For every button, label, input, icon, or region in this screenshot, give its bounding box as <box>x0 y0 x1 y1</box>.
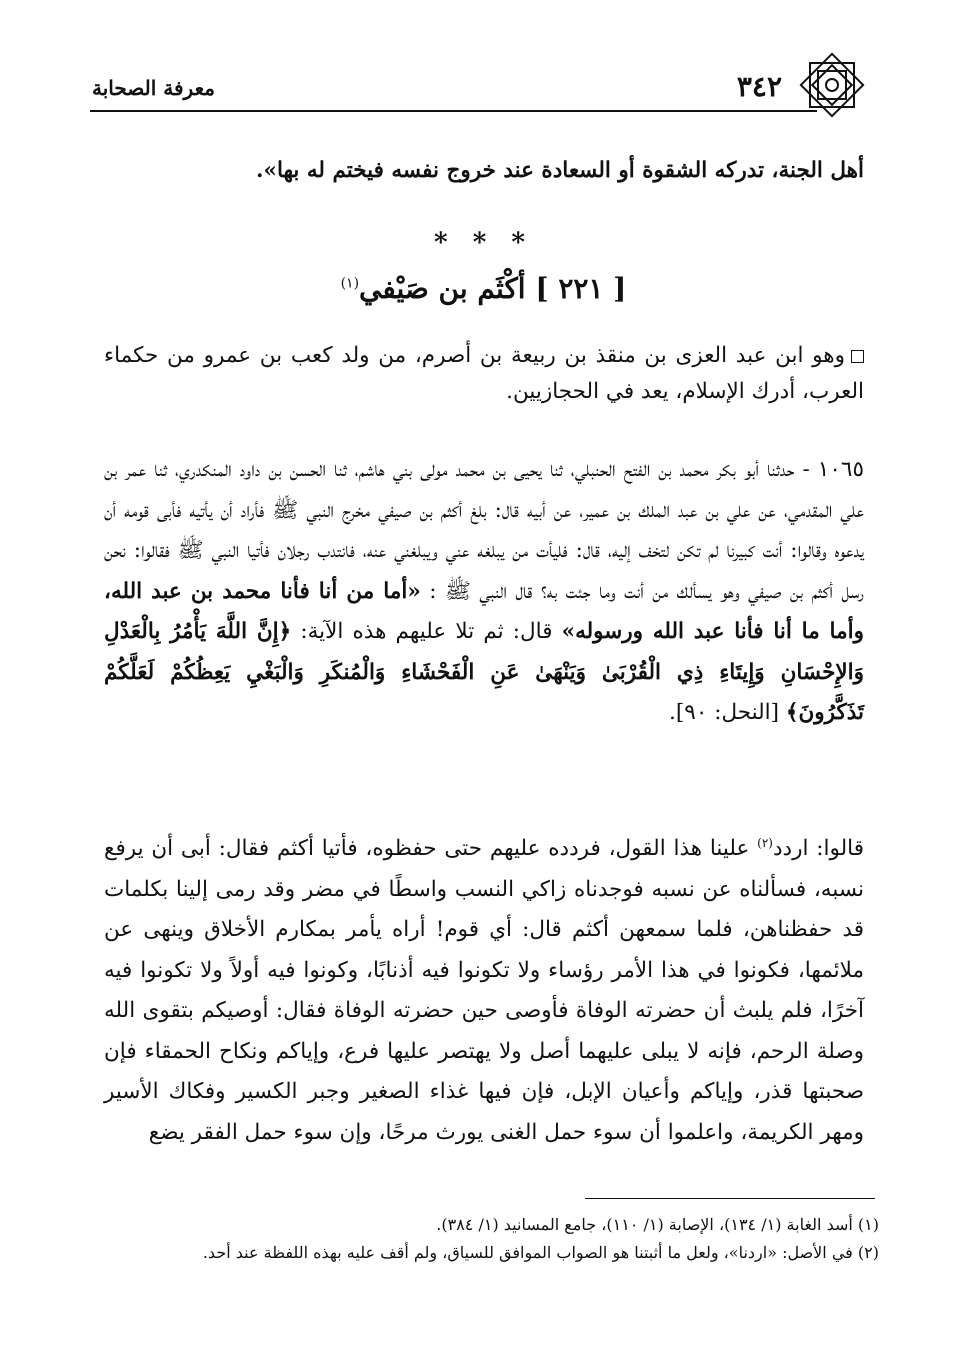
footnotes <box>104 1212 879 1268</box>
paragraph-intro-text: وهو ابن عبد العزى بن منقذ بن ربيعة بن أصرم، من ولد كعب بن عمرو من حكماء العرب، أدرك الإسلام، يعد في الحجازيين. <box>104 343 864 404</box>
verse-citation: [النحل: ٩٠]. <box>669 700 780 725</box>
footnote-2: (٢) في الأصل: «اردنا»، ولعل ما أثبتنا هو الصواب الموافق للسياق، ولم أقف عليه بهذه اللفظة عند أحد. <box>202 1243 879 1262</box>
entry-footnote-ref: (١) <box>340 275 360 292</box>
running-title: معرفة الصحابة <box>92 76 215 100</box>
entry-number: [ ٢٢١ ] <box>535 272 627 305</box>
paragraph-hadith <box>104 450 864 734</box>
hadith-text-a: ١٠٦٥ - حدثنا أبو بكر محمد بن الفتح الحنبلي، ثنا يحيى بن محمد مولى بني هاشم، ثنا الحسن بن داود المنكدري، ثنا عمر بن علي المقدمي، عن علي بن عبد الملك بن عمير، عن أبيه قال: بلغ أكثم بن صيفي مخرج النبي ﷺ فأراد أن يأتيه فأبى قومه أن يدعوه وقالوا: أنت كبيرنا لم تكن لتخف إليه، قال: فليأت من يبلغه عني ويبلغني عنه، فانتدب رجلان فأتيا النبي ﷺ فقالوا: نحن رسل أكثم بن صيفي وهو يسألك من أنت وما جئت به؟ قال النبي ﷺ : <box>104 457 864 604</box>
continuation-text-a: قالوا: اردد <box>772 836 864 862</box>
continuation-text-b: علينا هذا القول، فردده عليهم حتى حفظوه، فأتيا أكثم فقال: أبى أن يرفع نسبه، فسألناه عن نسبه فوجدناه زاكي النسب واسطًا في مضر وقد رمى إلينا بكلمات قد حفظناهن، فلما سمعهن أكثم قال: أي قوم! أراه يأمر بمكارم الأخلاق وينهى عن ملائمها، فكونوا في هذا الأمر رؤساء ولا تكونوا فيه أذنابًا، وكونوا فيه أولاً ولا تكونوا فيه آخرًا، فلم يلبث أن حضرته الوفاة فأوصى حين حضرته الوفاة فقال: أوصيكم بتقوى الله وصلة الرحم، فإنه لا يبلى عليهما أصل ولا يهتصر عليها فرع، وإياكم ونكاح الحمقاء فإن صحبتها قذر، وإياكم وأعيان الإبل، فإن فيها غذاء الصغير وجبر الكسير وفكاك الأسير ومهر الكريمة، واعلموا أن سوء حمل الغنى يورث مرحًا، وإن سوء حمل الفقر يضع <box>104 836 864 1145</box>
paragraph-intro <box>104 338 864 410</box>
footnote-rule <box>585 1198 875 1199</box>
hadith-quote: «أما من أنا فأنا محمد بن عبد الله، وأما ما أنا فأنا عبد الله ورسوله» <box>104 578 864 644</box>
intro-line: أهل الجنة، تدركه الشقوة أو السعادة عند خروج نفسه فيختم له بها». <box>256 158 864 183</box>
hadith-text-b: قال: ثم تلا عليهم هذه الآية: <box>300 619 553 644</box>
entry-heading <box>0 272 967 305</box>
header-rule <box>90 110 817 112</box>
entry-name: أكْثَم بن صَيْفي <box>359 272 526 305</box>
footnote-1: (١) أسد الغابة (١/ ١٣٤)، الإصابة (١/ ١١٠)، جامع المسانيد (١/ ٣٨٤). <box>436 1215 879 1234</box>
quran-verse: ﴿إِنَّ اللَّهَ يَأْمُرُ بِالْعَدْلِ وَالإِحْسَانِ وَإِيتَاءِ ذِي الْقُرْبَىٰ وَيَنْهَىٰ عَنِ الْفَحْشَاءِ وَالْمُنكَرِ وَالْبَغْيِ يَعِظُكُمْ لَعَلَّكُمْ تَذَكَّرُونَ﴾ <box>104 619 864 725</box>
page-number: ٣٤٢ <box>736 70 782 103</box>
paragraph-marker-icon <box>851 350 864 363</box>
paragraph-continuation <box>104 823 864 1153</box>
section-separator: * * * <box>434 228 533 258</box>
footnote-ref-2: (٢) <box>757 836 773 850</box>
